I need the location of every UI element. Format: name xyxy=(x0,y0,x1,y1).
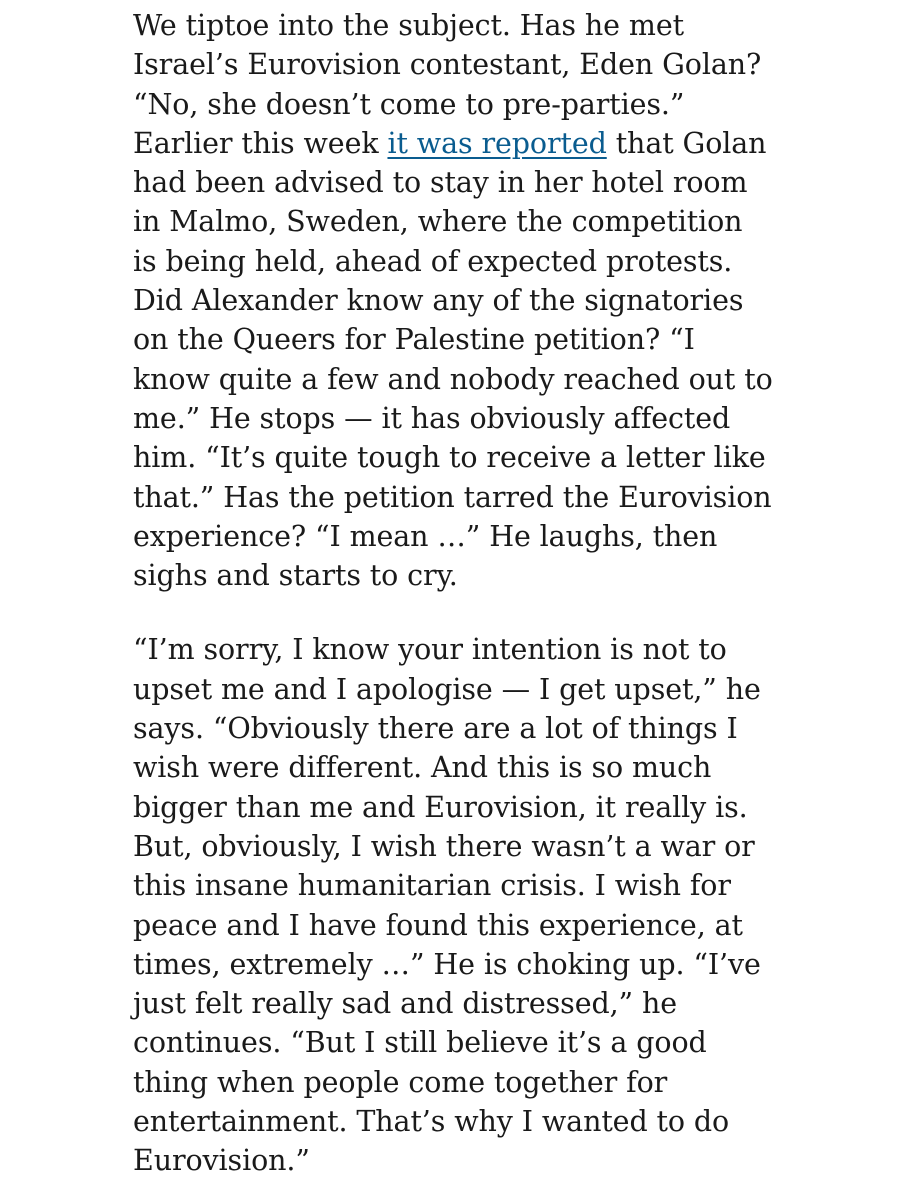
text-line: times, extremely …” He is choking up. “I’ve xyxy=(133,947,761,981)
text-line: him. “It’s quite tough to receive a letter like xyxy=(133,441,766,475)
text-line: sighs and starts to cry. xyxy=(133,559,458,593)
paragraph xyxy=(133,630,903,1180)
text-line: know quite a few and nobody reached out to xyxy=(133,362,773,396)
text-line: is being held, ahead of expected protests. xyxy=(133,244,733,278)
text-segment: Earlier this week xyxy=(133,126,388,160)
text-line: We tiptoe into the subject. Has he met xyxy=(133,9,684,42)
text-line: that.” Has the petition tarred the Eurovision xyxy=(133,480,772,514)
text-line: bigger than me and Eurovision, it really is. xyxy=(133,790,748,824)
article-body xyxy=(133,0,903,1181)
text-line: on the Queers for Palestine petition? “I xyxy=(133,323,695,357)
paragraph xyxy=(133,0,903,595)
text-line: thing when people come together for xyxy=(133,1065,668,1099)
text-line: in Malmo, Sweden, where the competition xyxy=(133,205,743,239)
text-segment: that Golan xyxy=(606,126,767,160)
article-link[interactable]: it was reported xyxy=(387,126,607,160)
text-line: experience? “I mean …” He laughs, then xyxy=(133,519,718,553)
text-line: just felt really sad and distressed,” he xyxy=(133,987,678,1021)
text-line: Israel’s Eurovision contestant, Eden Golan? xyxy=(133,48,762,82)
text-line: peace and I have found this experience, at xyxy=(133,908,743,942)
text-line: entertainment. That’s why I wanted to do xyxy=(133,1105,730,1139)
text-line: this insane humanitarian crisis. I wish for xyxy=(133,869,731,903)
text-line: upset me and I apologise — I get upset,” he xyxy=(133,672,761,706)
text-line: says. “Obviously there are a lot of things I xyxy=(133,712,738,746)
text-line: Did Alexander know any of the signatories xyxy=(133,284,744,318)
text-line: Eurovision.” xyxy=(133,1144,310,1178)
text-line: continues. “But I still believe it’s a good xyxy=(133,1026,707,1060)
text-line: wish were different. And this is so much xyxy=(133,751,712,785)
text-line: But, obviously, I wish there wasn’t a war or xyxy=(133,829,755,863)
text-line-with-link xyxy=(133,124,903,163)
text-line: had been advised to stay in her hotel room xyxy=(133,166,748,200)
text-line: “I’m sorry, I know your intention is not to xyxy=(133,633,727,667)
text-line: me.” He stops — it has obviously affected xyxy=(133,401,731,435)
text-line: “No, she doesn’t come to pre-parties.” xyxy=(133,87,685,121)
